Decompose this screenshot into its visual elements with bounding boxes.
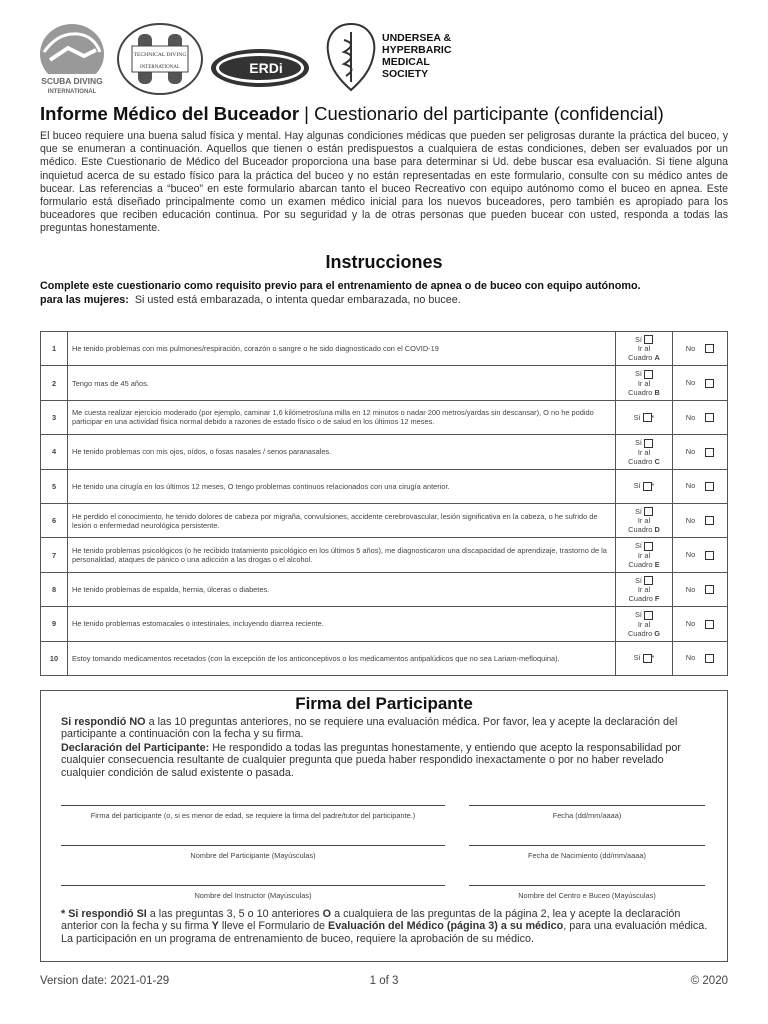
erdi-logo [210, 48, 310, 88]
question-number: 6 [41, 503, 68, 537]
erdi-text: ERDi [249, 60, 283, 76]
no-label: No [685, 447, 696, 457]
question-row [41, 503, 728, 537]
instructions-line: Complete este cuestionario como requisito previo para el entrenamiento de apnea o de buceo con equipo autónomo. [40, 280, 641, 292]
uhms-line-2: HYPERBARIC [382, 44, 452, 56]
yes-label: Sí [635, 610, 642, 620]
yes-checkbox[interactable] [643, 654, 652, 663]
p3-f: lleve el Formulario de [218, 920, 329, 933]
signature-label: Firma del participante (o, si es menor de edad, se requiere la firma del padre/tutor del participante.) [90, 811, 416, 820]
no-checkbox[interactable] [705, 585, 714, 594]
no-checkbox[interactable] [705, 620, 714, 629]
version-date: Version date: 2021-01-29 [40, 975, 170, 987]
padi-line2: INTERNATIONAL [47, 89, 97, 95]
yes-cell [616, 469, 673, 503]
question-row [41, 435, 728, 469]
box-label: Cuadro [628, 525, 653, 535]
box-letter: E [654, 559, 660, 569]
yes-label: Sí [633, 653, 641, 663]
yes-cell [616, 538, 673, 572]
intro-paragraph: El buceo requiere una buena salud física y mental. Hay algunas condiciones médicas que pueden ser peligrosas durante la práctica del buceo, y que se enumeran a continuación. Aquellos que tienen o están predispuestos a cualquiera de estas condiciones, deben ser evaluados por un médico. Este Cuestionario de Médico del Buceador proporciona una base para determinar si Ud. debe buscar esa evaluación. Si tiene alguna inquietud acerca de su estado físico para la práctica del buceo y no están representadas en este formulario, consulte con su médico antes de bucear. Las referencias a “buceo” en este formulario abarcan tanto el buceo Recreativo con equipo autónomo como el buceo en apnea. Este formulario está diseñado principalmente como un examen médico inicial para los nuevos buceadores, pero también es apropiado para los buceadores que reciben educación continua. Por su seguridad y la de otras personas que pueden bucear con usted, responda a todas las preguntas honestamente. [40, 130, 728, 235]
goto-label: Ir al [637, 585, 651, 595]
no-checkbox[interactable] [705, 379, 714, 388]
no-cell [673, 332, 728, 366]
uhms-emblem [324, 22, 378, 92]
box-letter: D [654, 525, 660, 535]
no-checkbox[interactable] [705, 654, 714, 663]
yes-cell [616, 641, 673, 675]
uhms-line-4: SOCIETY [382, 68, 429, 80]
no-cell [673, 641, 728, 675]
question-number: 5 [41, 469, 68, 503]
uhms-line-1: UNDERSEA & [382, 32, 452, 44]
question-row [41, 332, 728, 366]
yes-checkbox[interactable] [644, 611, 653, 620]
question-number: 3 [41, 400, 68, 434]
signature-heading: Firma del Participante [295, 694, 473, 713]
tdi-top: TECHNICAL DIVING [133, 52, 187, 58]
yes-label: Sí [635, 369, 642, 379]
padi-line1: SCUBA DIVING [41, 76, 103, 86]
question-text: Estoy tomando medicamentos recetados (con la excepción de los anticonceptivos o los medicamentos antipalúdicos que no sea Lariam-mefloquina). [68, 641, 616, 675]
yes-cell [616, 607, 673, 641]
box-letter: F [654, 594, 660, 604]
women-label: para las mujeres: [40, 294, 129, 306]
participant-name-line[interactable] [61, 845, 445, 846]
instructions-heading: Instrucciones [325, 252, 443, 272]
no-cell [673, 607, 728, 641]
question-text: He tenido problemas con mis ojos, oídos, o fosas nasales / senos paranasales. [68, 435, 616, 469]
yes-cell [616, 435, 673, 469]
question-text: He tenido problemas de espalda, hernia, úlceras o diabetes. [68, 572, 616, 606]
box-label: Cuadro [628, 456, 653, 466]
yes-answers-paragraph [61, 908, 709, 945]
yes-cell [616, 503, 673, 537]
question-row [41, 366, 728, 400]
yes-cell [616, 400, 673, 434]
birthdate-label: Fecha de Nacimiento (dd/mm/aaaa) [528, 851, 646, 860]
no-checkbox[interactable] [705, 448, 714, 457]
tdi-mid: INTERNATIONAL [140, 65, 180, 70]
title-separator: | [299, 103, 315, 124]
yes-checkbox[interactable] [644, 542, 653, 551]
box-letter: A [654, 353, 660, 363]
no-cell [673, 503, 728, 537]
uhms-name [382, 32, 451, 80]
yes-label: Sí [635, 438, 642, 448]
yes-checkbox[interactable] [644, 335, 653, 344]
p2-rest: He respondido a todas las preguntas honestamente, y entiendo que acepto la responsabilidad por cualquier consecuencia resultante de cualquier pregunta que pueda haber respondido inexactamente o por no haber revelado cualquier condición de salud existente o pasada. [61, 742, 682, 779]
participant-name-label: Nombre del Participante (Mayúsculas) [190, 851, 316, 860]
box-label: Cuadro [628, 594, 653, 604]
question-text: Me cuesta realizar ejercicio moderado (por ejemplo, caminar 1,6 kilómetros/una milla en 12 minutos o nadar 200 metros/yardas sin descansar), O no he podido participar en una actividad física normal debido a razones de estado físico o de salud en los últimos 12 meses. [68, 400, 616, 434]
yes-checkbox[interactable] [643, 482, 652, 491]
p1-bold: Si respondió NO [61, 716, 146, 728]
asterisk: * [651, 412, 655, 422]
question-number: 1 [41, 332, 68, 366]
p3-d: a cualquiera de las preguntas de la página 2, lea y acepte la declaración anterior con la fecha y su firma [61, 908, 681, 933]
p3-b: a las preguntas 3, 5 o 10 anteriores [146, 908, 323, 920]
p3-g: Evaluación del Médico (página 3) a su médico [328, 920, 564, 933]
goto-label: Ir al [637, 550, 651, 560]
box-letter: G [654, 628, 661, 638]
no-cell [673, 435, 728, 469]
women-text: Si usted está embarazada, o intenta quedar embarazada, no bucee. [134, 294, 461, 306]
p3-a: * Si respondió SI [61, 908, 147, 920]
logo-bar [38, 22, 738, 100]
instructor-name-label: Nombre del Instructor (Mayúsculas) [194, 891, 312, 900]
no-label: No [685, 481, 696, 491]
no-label: No [685, 515, 696, 525]
no-label: No [685, 378, 696, 388]
question-number: 9 [41, 607, 68, 641]
question-text: Tengo mas de 45 años. [68, 366, 616, 400]
no-checkbox[interactable] [705, 551, 714, 560]
box-label: Cuadro [627, 628, 653, 638]
uhms-line-3: MEDICAL [382, 56, 430, 68]
tdi-logo [116, 22, 204, 96]
page-title [40, 103, 664, 125]
question-text: He tenido problemas estomacales o intestinales, incluyendo diarrea reciente. [68, 607, 616, 641]
box-label: Cuadro [628, 353, 653, 363]
yes-checkbox[interactable] [643, 413, 652, 422]
no-cell [673, 366, 728, 400]
question-text: He perdido el conocimiento, he tenido dolores de cabeza por migraña, convulsiones, accidente cerebrovascular, lesión significativa en la cabeza, o he sufrido de lesión o enfermedad neurológica persistente. [68, 503, 616, 537]
yes-checkbox[interactable] [644, 439, 653, 448]
no-label: No [685, 412, 696, 422]
question-row [41, 469, 728, 503]
no-checkbox[interactable] [705, 413, 714, 422]
asterisk: * [651, 653, 655, 663]
question-number: 10 [41, 641, 68, 675]
no-label: No [685, 584, 696, 594]
yes-cell [616, 572, 673, 606]
no-answers-paragraph [61, 716, 709, 741]
goto-label: Ir al [637, 619, 651, 629]
padi-logo [38, 22, 106, 96]
goto-label: Ir al [637, 516, 651, 526]
no-cell [673, 538, 728, 572]
date-line[interactable] [469, 805, 705, 806]
p3-e: Y [211, 920, 219, 933]
goto-label: Ir al [637, 344, 651, 354]
center-name-line[interactable] [469, 885, 705, 886]
p2-bold: Declaración del Participante: [61, 742, 210, 754]
no-checkbox[interactable] [705, 344, 714, 353]
asterisk: * [651, 481, 655, 491]
instructor-name-line[interactable] [61, 885, 445, 886]
no-label: No [685, 343, 696, 353]
question-row [41, 607, 728, 641]
question-row [41, 400, 728, 434]
page-number: 1 of 3 [369, 975, 399, 987]
no-cell [673, 469, 728, 503]
question-row [41, 641, 728, 675]
goto-label: Ir al [637, 447, 651, 457]
signature-section [40, 690, 728, 962]
yes-label: Sí [635, 575, 642, 585]
question-number: 8 [41, 572, 68, 606]
yes-cell [616, 366, 673, 400]
yes-cell [616, 332, 673, 366]
yes-label: Sí [635, 334, 642, 344]
birthdate-line[interactable] [469, 845, 705, 846]
question-text: He tenido problemas con mis pulmones/respiración, corazón o sangre o he sido diagnosticado con el COVID-19 [68, 332, 616, 366]
yes-checkbox[interactable] [644, 507, 653, 516]
questions-table [40, 331, 728, 676]
yes-label: Sí [633, 481, 641, 491]
no-checkbox[interactable] [705, 482, 714, 491]
instructions-women [40, 294, 461, 306]
title-bold: Informe Médico del Buceador [40, 103, 300, 124]
question-number: 7 [41, 538, 68, 572]
question-row [41, 572, 728, 606]
yes-label: Sí [635, 506, 642, 516]
signature-line[interactable] [61, 805, 445, 806]
goto-label: Ir al [637, 378, 651, 388]
center-name-label: Nombre del Centro e Buceo (Mayúsculas) [518, 891, 656, 900]
no-label: No [685, 653, 696, 663]
title-rest: Cuestionario del participante (confidencial) [314, 103, 664, 124]
yes-label: Sí [633, 412, 641, 422]
no-label: No [685, 550, 696, 560]
no-cell [673, 572, 728, 606]
yes-checkbox[interactable] [644, 576, 653, 585]
question-number: 2 [41, 366, 68, 400]
question-text: He tenido una cirugía en los últimos 12 meses, O tengo problemas continuos relacionados con una cirugía anterior. [68, 469, 616, 503]
yes-checkbox[interactable] [644, 370, 653, 379]
box-label: Cuadro [628, 559, 653, 569]
no-label: No [685, 619, 696, 629]
date-label: Fecha (dd/mm/aaaa) [552, 811, 622, 820]
declaration-paragraph [61, 742, 709, 779]
yes-label: Sí [635, 541, 642, 551]
box-letter: B [654, 387, 660, 397]
no-cell [673, 400, 728, 434]
copyright: © 2020 [690, 975, 728, 987]
box-label: Cuadro [628, 387, 653, 397]
box-letter: C [654, 456, 660, 466]
question-number: 4 [41, 435, 68, 469]
question-text: He tenido problemas psicológicos (o he recibido tratamiento psicológico en los últimos 5 años), me diagnosticaron una discapacidad de aprendizaje, trastorno de la personalidad, ataques de pánico o una adicción a las drogas o el alcohol. [68, 538, 616, 572]
question-row [41, 538, 728, 572]
p3-c: O [322, 908, 332, 920]
p3-h: , para una evaluación médica. La participación en un programa de entrenamiento de buceo, requiere la aprobación de su médico. [61, 920, 708, 945]
p1-rest: a las 10 preguntas anteriores, no se requiere una evaluación médica. Por favor, lea y acepte la declaración del participante a continuación con la fecha y su firma. [61, 716, 678, 741]
no-checkbox[interactable] [705, 516, 714, 525]
